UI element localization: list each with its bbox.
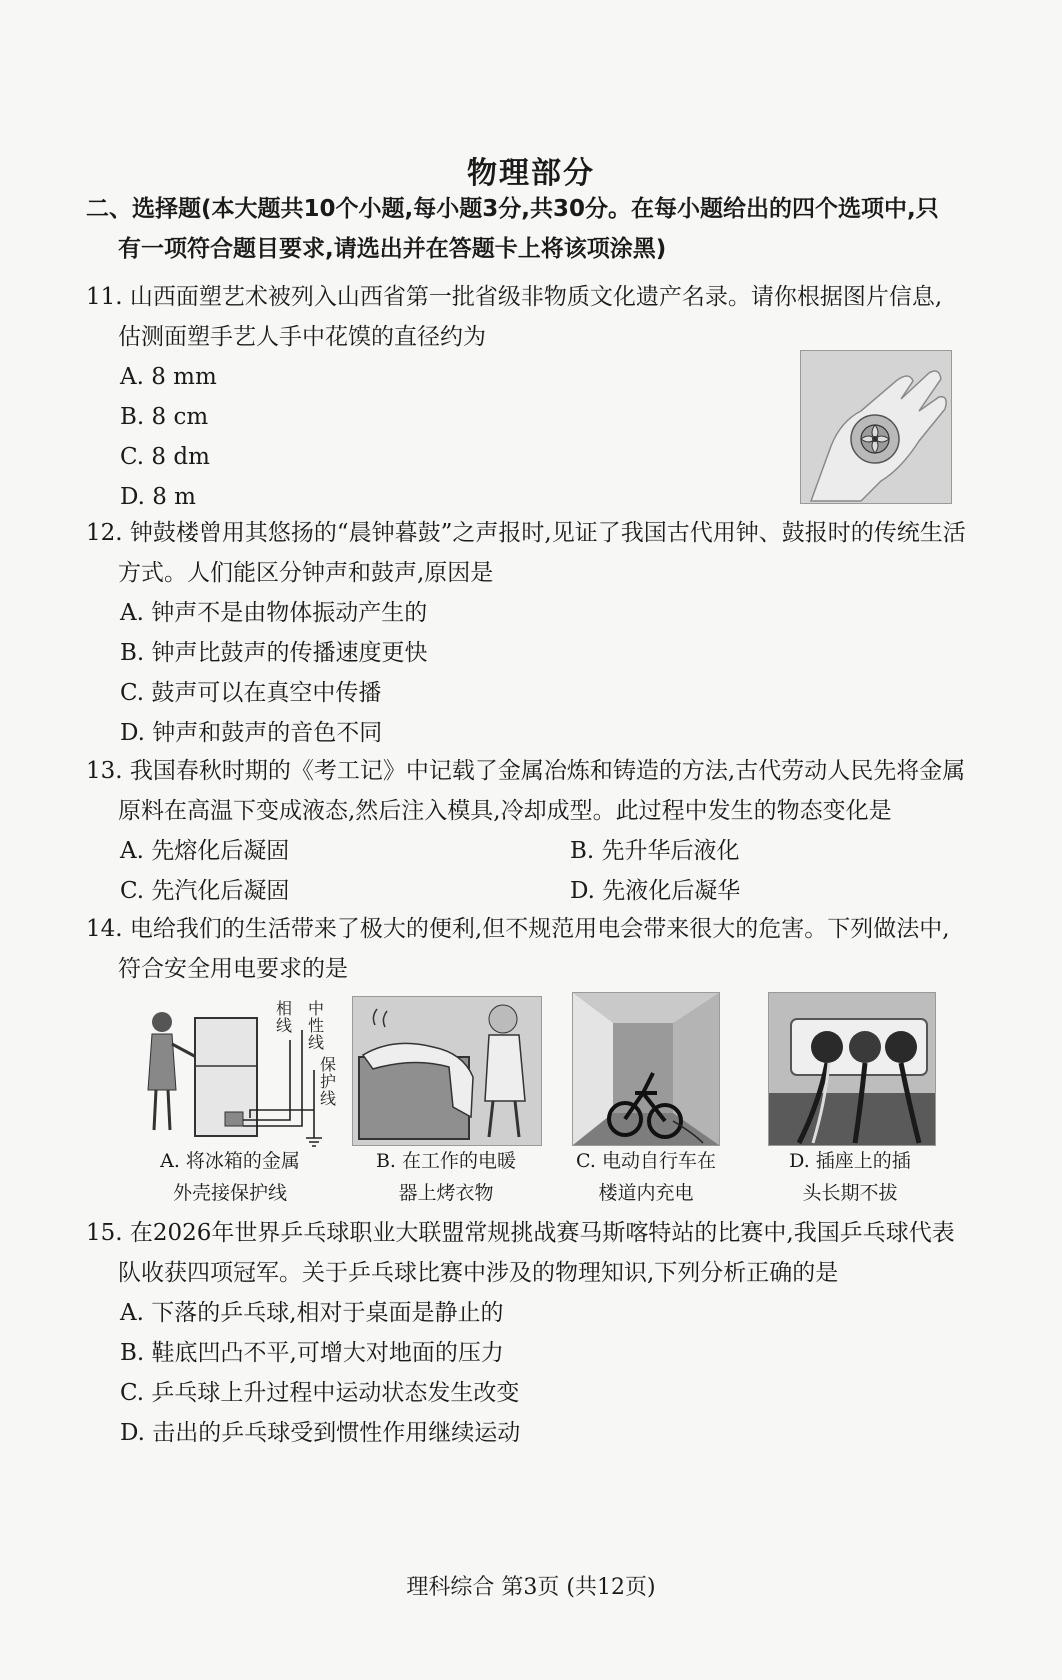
section-instructions-line1: 二、选择题(本大题共10个小题,每小题3分,共30分。在每小题给出的四个选项中,只 xyxy=(86,196,939,222)
q12-stem-line2: 方式。人们能区分钟声和鼓声,原因是 xyxy=(118,560,494,586)
q12-option-b: B. 钟声比鼓声的传播速度更快 xyxy=(120,640,428,666)
q13-option-d: D. 先液化后凝华 xyxy=(570,878,741,904)
neutral-wire-label: 中性线 xyxy=(308,1000,325,1052)
q15-option-b: B. 鞋底凹凸不平,可增大对地面的压力 xyxy=(120,1340,504,1366)
q12-option-d: D. 钟声和鼓声的音色不同 xyxy=(120,720,383,746)
q11-option-b: B. 8 cm xyxy=(120,404,209,430)
q14-caption-a-line2: 外壳接保护线 xyxy=(172,1182,287,1204)
ground-wire-label: 保护线 xyxy=(320,1055,337,1108)
q14-caption-b-line2: 器上烤衣物 xyxy=(398,1182,494,1204)
q14-caption-d-line1: D. 插座上的插 xyxy=(789,1150,911,1172)
q11-stem-line2: 估测面塑手艺人手中花馍的直径约为 xyxy=(118,324,486,350)
q11-option-c: C. 8 dm xyxy=(120,444,210,470)
q11-option-a: A. 8 mm xyxy=(120,364,217,390)
q14-caption-d-line2: 头长期不拔 xyxy=(802,1182,898,1204)
q13-stem-line1: 13. 我国春秋时期的《考工记》中记载了金属冶炼和铸造的方法,古代劳动人民先将金属 xyxy=(86,758,966,784)
fridge-grounding-figure xyxy=(140,1000,350,1170)
q13-option-c: C. 先汽化后凝固 xyxy=(120,878,290,904)
q13-option-a: A. 先熔化后凝固 xyxy=(120,838,290,864)
q14-caption-b-line1: B. 在工作的电暖 xyxy=(375,1150,517,1172)
live-wire-label: 相线 xyxy=(276,1000,293,1035)
ebike-charging-hallway-photo xyxy=(572,992,720,1146)
q14-caption-a-line1: A. 将冰箱的金属 xyxy=(160,1150,300,1172)
heater-drying-clothes-figure xyxy=(352,996,542,1146)
q12-stem-line1: 12. 钟鼓楼曾用其悠扬的“晨钟暮鼓”之声报时,见证了我国古代用钟、鼓报时的传统生活 xyxy=(86,520,966,546)
power-strip-plugs-photo xyxy=(768,992,936,1146)
q12-option-c: C. 鼓声可以在真空中传播 xyxy=(120,680,382,706)
q15-stem-line2: 队收获四项冠军。关于乒乓球比赛中涉及的物理知识,下列分析正确的是 xyxy=(118,1260,839,1286)
q12-option-a: A. 钟声不是由物体振动产生的 xyxy=(120,600,428,626)
q14-stem-line1: 14. 电给我们的生活带来了极大的便利,但不规范用电会带来很大的危害。下列做法中, xyxy=(86,916,950,942)
q11-option-d: D. 8 m xyxy=(120,484,196,510)
q15-stem-line1: 15. 在2026年世界乒乓球职业大联盟常规挑战赛马斯喀特站的比赛中,我国乒乓球代表 xyxy=(86,1220,955,1246)
q15-option-c: C. 乒乓球上升过程中运动状态发生改变 xyxy=(120,1380,520,1406)
q14-stem-line2: 符合安全用电要求的是 xyxy=(118,956,348,982)
page-footer: 理科综合 第3页 (共12页) xyxy=(406,1575,656,1600)
section-instructions-line2: 有一项符合题目要求,请选出并在答题卡上将该项涂黑) xyxy=(118,236,667,262)
q13-option-b: B. 先升华后液化 xyxy=(570,838,740,864)
q14-caption-c-line2: 楼道内充电 xyxy=(598,1182,694,1204)
q15-option-a: A. 下落的乒乓球,相对于桌面是静止的 xyxy=(120,1300,504,1326)
q11-stem-line1: 11. 山西面塑艺术被列入山西省第一批省级非物质文化遗产名录。请你根据图片信息, xyxy=(86,284,943,310)
q13-stem-line2: 原料在高温下变成液态,然后注入模具,冷却成型。此过程中发生的物态变化是 xyxy=(118,798,892,824)
q15-option-d: D. 击出的乒乓球受到惯性作用继续运动 xyxy=(120,1420,521,1446)
q14-caption-c-line1: C. 电动自行车在 xyxy=(576,1150,716,1172)
hand-holding-flower-bun-photo xyxy=(800,350,952,504)
section-title: 物理部分 xyxy=(467,156,595,191)
